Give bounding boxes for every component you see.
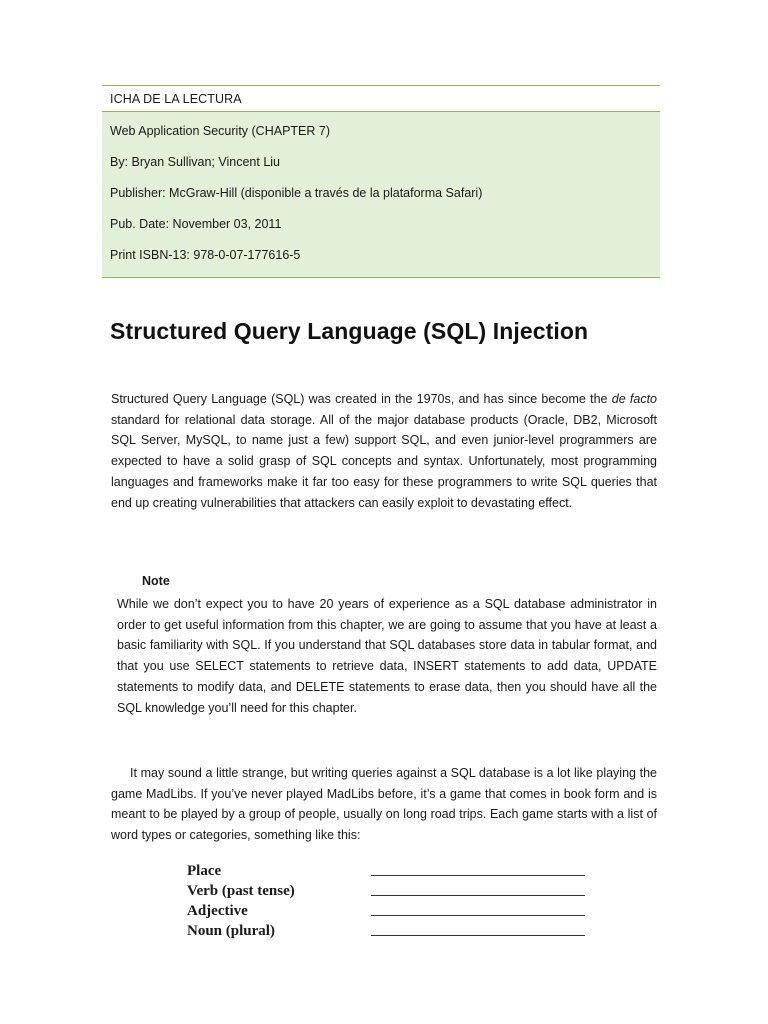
intro-italic-term: de facto bbox=[611, 392, 658, 406]
card-row-authors: By: Bryan Sullivan; Vincent Liu bbox=[110, 155, 281, 169]
card-row-isbn: Print ISBN-13: 978-0-07-177616-5 bbox=[110, 248, 301, 262]
madlibs-blank-line bbox=[371, 875, 585, 876]
madlibs-row bbox=[187, 881, 587, 901]
page-title: Structured Query Language (SQL) Injection bbox=[110, 318, 589, 344]
madlibs-blank-line bbox=[371, 895, 585, 896]
card-details bbox=[102, 112, 660, 278]
card-row-pub-date: Pub. Date: November 03, 2011 bbox=[110, 217, 282, 231]
madlibs-label-place: Place bbox=[187, 863, 222, 879]
intro-text-start: Structured Query Language (SQL) was created in the 1970s, and has since become the bbox=[111, 392, 612, 406]
card-row-publisher: Publisher: McGraw-Hill (disponible a través de la plataforma Safari) bbox=[110, 186, 483, 200]
note-paragraph: While we don’t expect you to have 20 years of experience as a SQL database administrator in order to get useful information from this chapter, we are going to assume that you have at least a basic familiarity with SQL. If you understand that SQL databases store data in tabular format, and that you use SELECT statements to retrieve data, INSERT statements to add data, UPDATE statements to modify data, and DELETE statements to erase data, then you should have all the SQL knowledge you’ll need for this chapter. bbox=[117, 597, 657, 715]
madlibs-row bbox=[187, 901, 587, 921]
card-row-book: Web Application Security (CHAPTER 7) bbox=[110, 124, 330, 138]
madlibs-list bbox=[187, 861, 587, 941]
intro-paragraph bbox=[111, 389, 657, 513]
madlibs-paragraph: It may sound a little strange, but writing queries against a SQL database is a lot like playing the game MadLibs. If you’ve never played MadLibs before, it’s a game that comes in book form and is meant to be played by a group of people, usually on long road trips. Each game starts with a list of word types or categories, something like this: bbox=[111, 766, 657, 843]
madlibs-label-verb: Verb (past tense) bbox=[187, 883, 295, 899]
madlibs-label-noun: Noun (plural) bbox=[187, 923, 275, 939]
card-heading: ICHA DE LA LECTURA bbox=[102, 85, 660, 112]
reading-card bbox=[102, 85, 660, 278]
intro-text-end: standard for relational data storage. All of the major database products (Oracle, DB2, Microsoft SQL Server, MySQL, to name just a few) support SQL, and even junior-level programmers are expected to have a solid grasp of SQL concepts and syntax. Unfortunately, most programming languages and frameworks make it far too easy for these programmers to write SQL queries that end up creating vulnerabilities that attackers can easily exploit to devastating effect. bbox=[111, 412, 657, 510]
madlibs-blank-line bbox=[371, 915, 585, 916]
madlibs-label-adjective: Adjective bbox=[187, 903, 248, 919]
madlibs-blank-line bbox=[371, 935, 585, 936]
madlibs-row bbox=[187, 861, 587, 881]
note-title: Note bbox=[142, 574, 170, 588]
madlibs-row bbox=[187, 921, 587, 941]
